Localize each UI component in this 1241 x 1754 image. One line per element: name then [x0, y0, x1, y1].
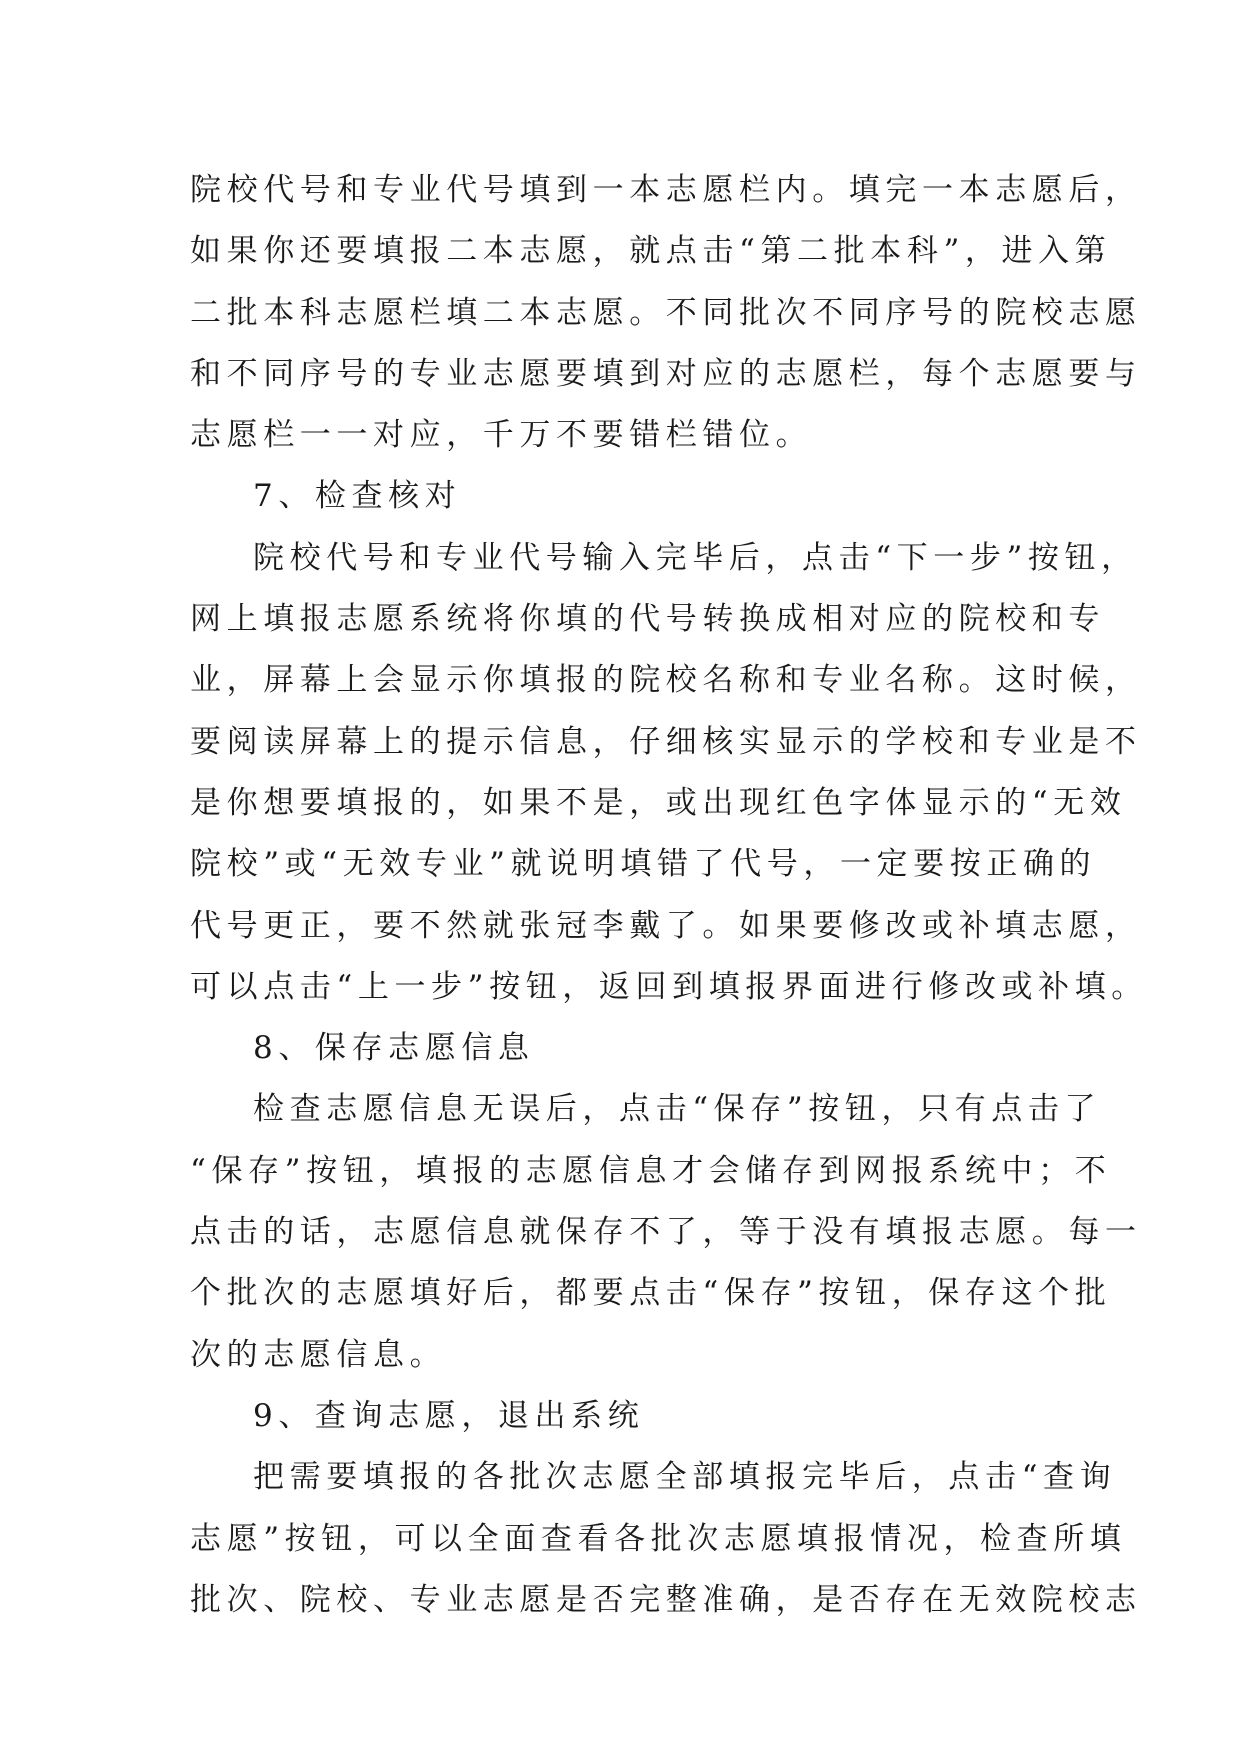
paragraph-line: 要阅读屏幕上的提示信息，仔细核实显示的学校和专业是不 — [190, 723, 1142, 760]
section-heading: 8、保存志愿信息 — [253, 1030, 535, 1067]
paragraph-line: 次的志愿信息。 — [190, 1336, 447, 1373]
paragraph-line: 志愿”按钮，可以全面查看各批次志愿填报情况，检查所填 — [190, 1520, 1127, 1557]
document-body — [190, 160, 1148, 1631]
paragraph-line: 批次、院校、专业志愿是否完整准确，是否存在无效院校志 — [190, 1581, 1142, 1618]
paragraph-line: 如果你还要填报二本志愿，就点击“第二批本科”，进入第 — [190, 233, 1112, 270]
paragraph-line: 和不同序号的专业志愿要填到对应的志愿栏，每个志愿要与 — [190, 355, 1142, 392]
section-heading: 7、检查核对 — [253, 478, 462, 515]
paragraph-line: 点击的话，志愿信息就保存不了，等于没有填报志愿。每一 — [190, 1214, 1142, 1251]
section-heading: 9、查询志愿，退出系统 — [253, 1397, 645, 1434]
paragraph-line: 志愿栏一一对应，千万不要错栏错位。 — [190, 417, 813, 454]
paragraph-line: “保存”按钮，填报的志愿信息才会储存到网报系统中；不 — [190, 1152, 1112, 1189]
paragraph-line: 是你想要填报的，如果不是，或出现红色字体显示的“无效 — [190, 784, 1127, 821]
paragraph-line: 检查志愿信息无误后，点击“保存”按钮，只有点击了 — [253, 1091, 1102, 1128]
paragraph-line: 把需要填报的各批次志愿全部填报完毕后，点击“查询 — [253, 1459, 1117, 1496]
paragraph-line: 业，屏幕上会显示你填报的院校名称和专业名称。这时候， — [190, 662, 1142, 699]
paragraph-line: 个批次的志愿填好后，都要点击“保存”按钮，保存这个批 — [190, 1275, 1112, 1312]
paragraph-line: 院校”或“无效专业”就说明填错了代号，一定要按正确的 — [190, 846, 1097, 883]
paragraph-line: 院校代号和专业代号填到一本志愿栏内。填完一本志愿后， — [190, 172, 1142, 208]
paragraph-line: 院校代号和专业代号输入完毕后，点击“下一步”按钮， — [253, 539, 1138, 576]
paragraph-line: 代号更正，要不然就张冠李戴了。如果要修改或补填志愿， — [190, 907, 1142, 944]
paragraph-line: 网上填报志愿系统将你填的代号转换成相对应的院校和专 — [190, 601, 1105, 638]
paragraph-line: 二批本科志愿栏填二本志愿。不同批次不同序号的院校志愿 — [190, 294, 1142, 331]
paragraph-line: 可以点击“上一步”按钮，返回到填报界面进行修改或补填。 — [190, 968, 1148, 1005]
